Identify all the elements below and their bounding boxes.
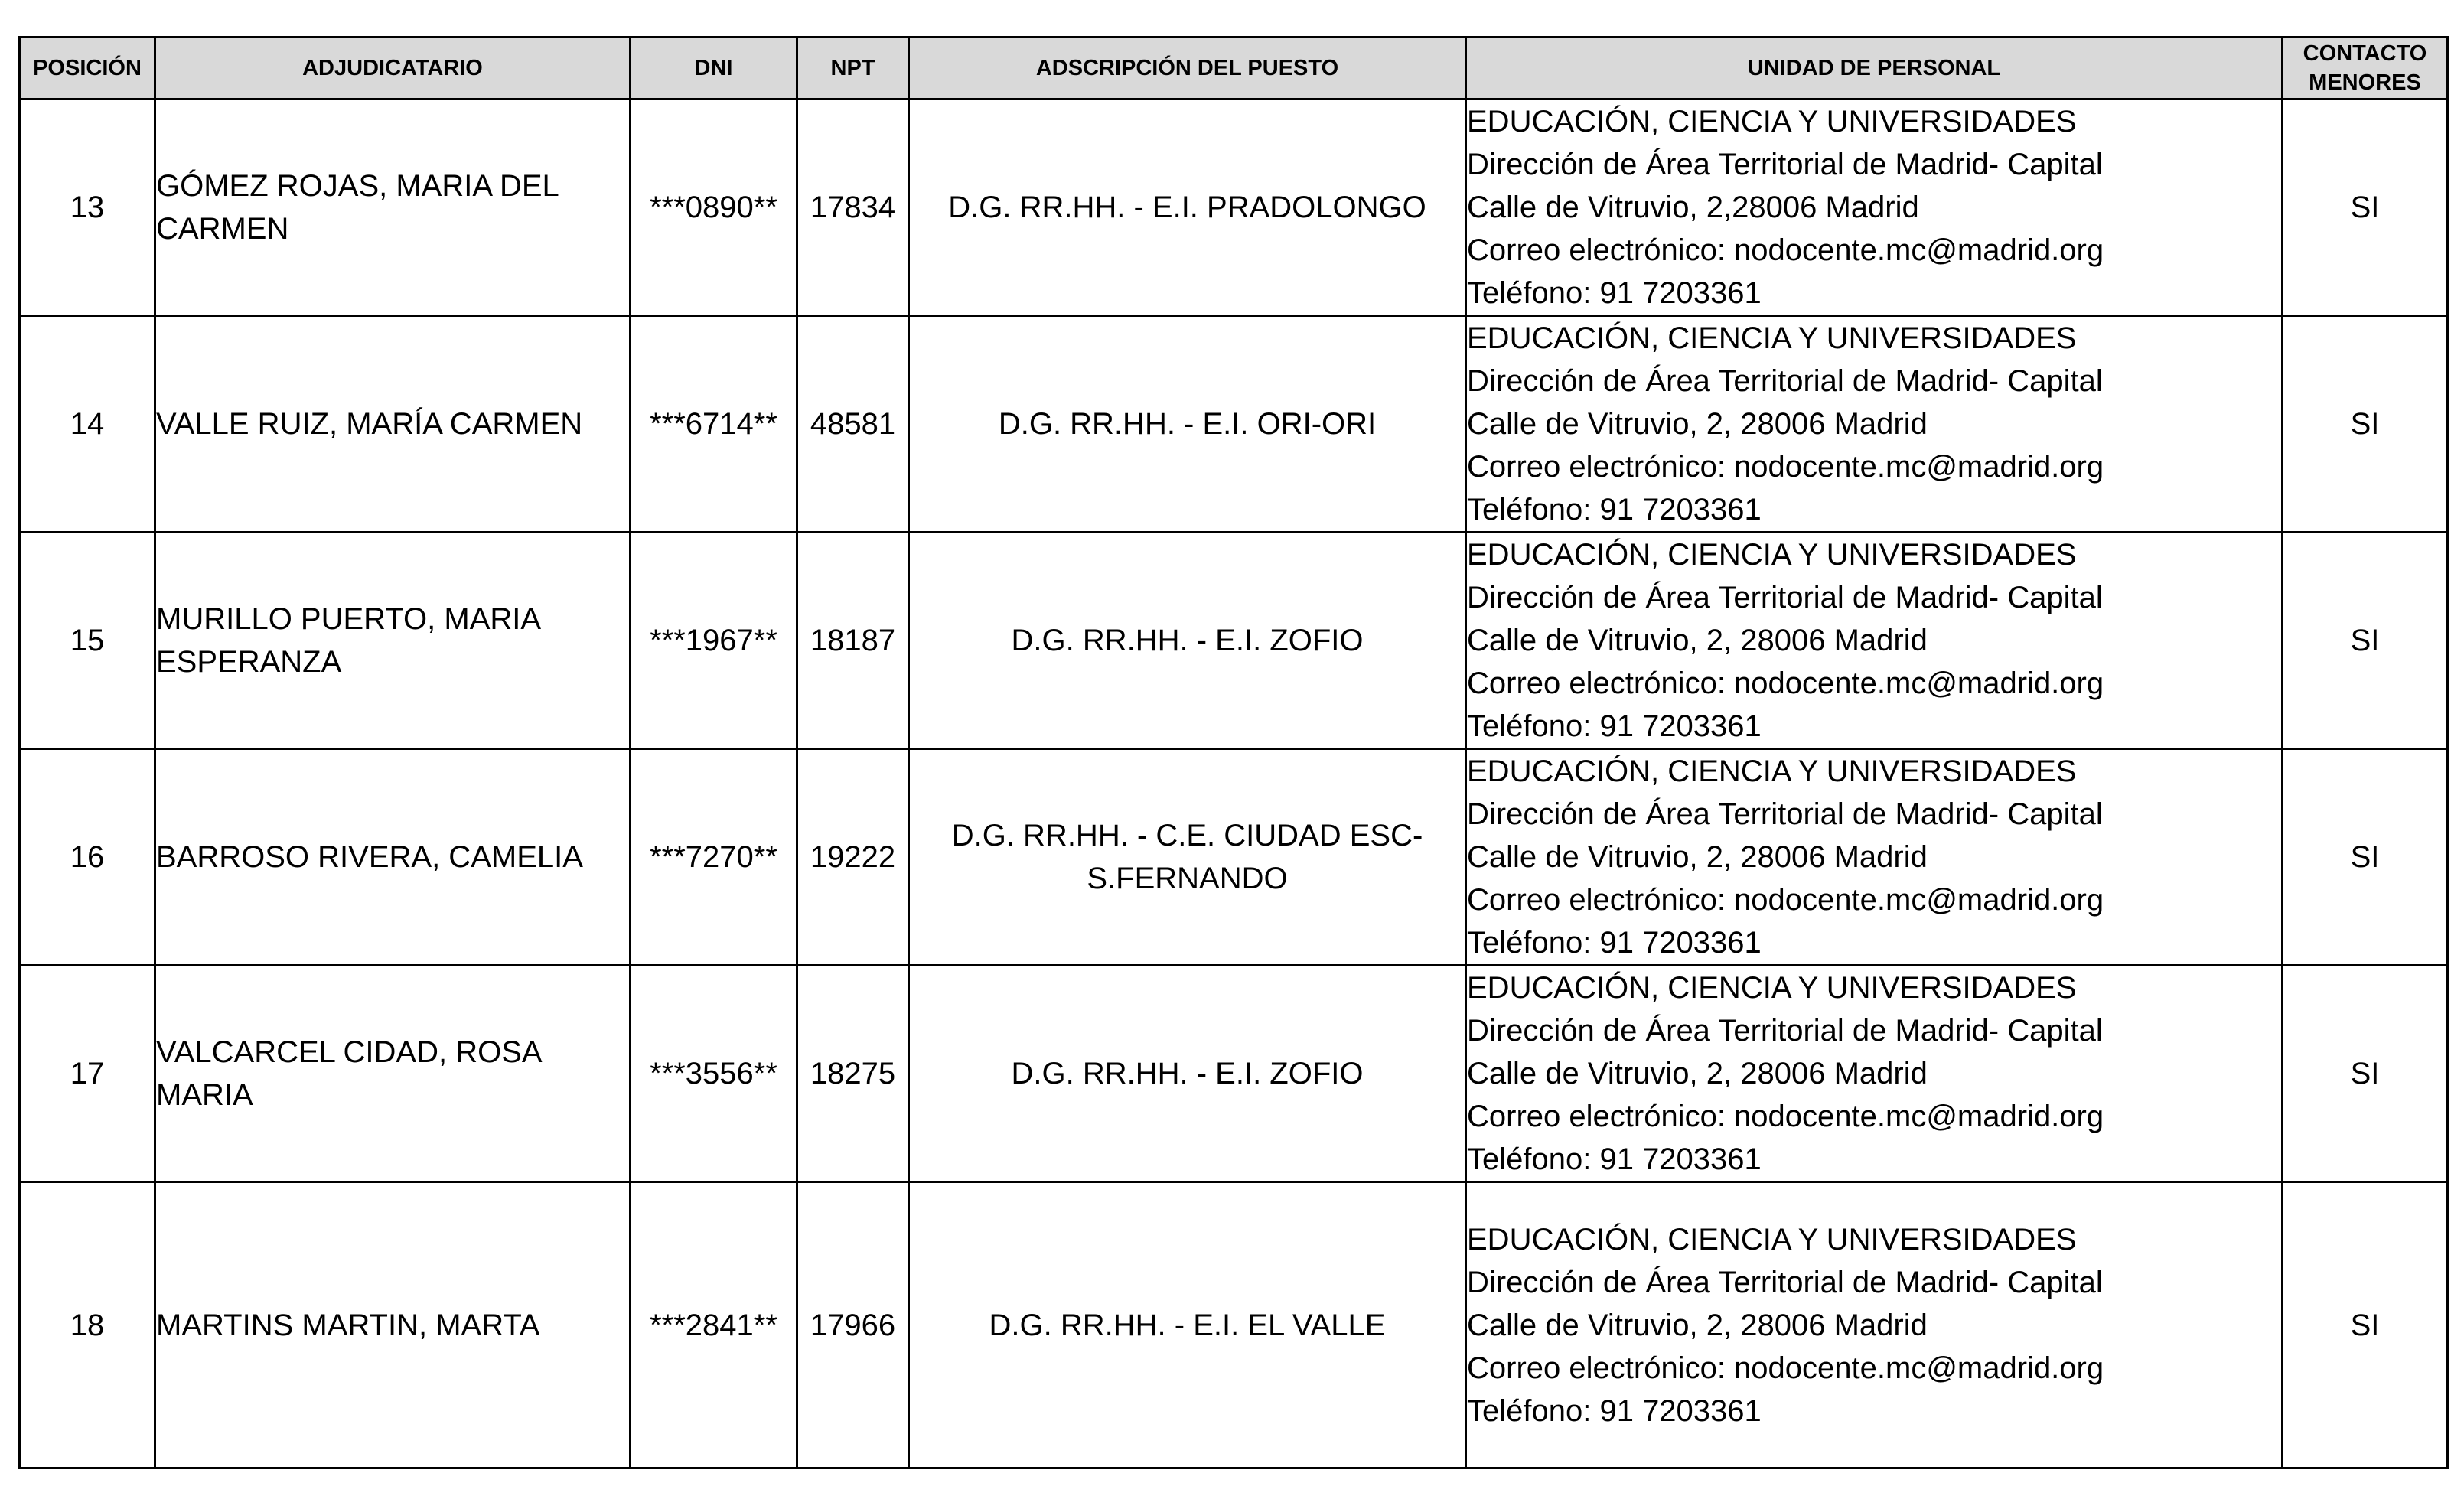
unidad-cell [1466,966,2283,1182]
npt-cell: 17966 [797,1182,909,1468]
adscripcion-line: D.G. RR.HH. - C.E. CIUDAD ESC- [951,819,1423,852]
unidad-line: Calle de Vitruvio, 2, 28006 Madrid [1467,840,1928,874]
posicion-cell: 16 [20,749,155,966]
unidad-line: Teléfono: 91 7203361 [1467,1142,1762,1176]
posicion-cell: 15 [20,533,155,749]
unidad-cell [1466,749,2283,966]
dni-cell: ***6714** [631,316,797,533]
posicion-cell: 17 [20,966,155,1182]
adscripcion-cell [909,749,1466,966]
posicion-cell: 13 [20,99,155,316]
header-contacto-line1: CONTACTO [2303,41,2427,66]
adjudicatario-line: ESPERANZA [156,645,342,679]
table-row [20,1182,2448,1468]
table-row [20,966,2448,1182]
unidad-line: Calle de Vitruvio, 2, 28006 Madrid [1467,407,1928,441]
adjudicatario-line: MARTINS MARTIN, MARTA [156,1308,540,1342]
adscripcion-line: D.G. RR.HH. - E.I. ZOFIO [1011,624,1364,657]
unidad-line: Dirección de Área Territorial de Madrid- Capital [1467,1265,2103,1299]
dni-cell: ***3556** [631,966,797,1182]
unidad-line: Dirección de Área Territorial de Madrid- Capital [1467,148,2103,181]
unidad-line: Dirección de Área Territorial de Madrid- Capital [1467,364,2103,398]
unidad-line: Calle de Vitruvio, 2, 28006 Madrid [1467,1057,1928,1090]
adscripcion-cell [909,966,1466,1182]
adjudicatario-cell [155,533,631,749]
adscripcion-line: D.G. RR.HH. - E.I. ORI-ORI [998,407,1377,441]
header-adscripcion: ADSCRIPCIÓN DEL PUESTO [909,37,1466,99]
dni-cell: ***2841** [631,1182,797,1468]
adjudicatario-cell [155,99,631,316]
table-row [20,533,2448,749]
adscripcion-cell [909,1182,1466,1468]
unidad-line: Teléfono: 91 7203361 [1467,276,1762,310]
table-row [20,316,2448,533]
unidad-line: EDUCACIÓN, CIENCIA Y UNIVERSIDADES [1467,538,2077,572]
adjudicatario-line: MURILLO PUERTO, MARIA [156,602,542,636]
contacto-menores-cell: SI [2283,316,2448,533]
contacto-menores-cell: SI [2283,749,2448,966]
unidad-cell [1466,533,2283,749]
npt-cell: 18187 [797,533,909,749]
unidad-line: Correo electrónico: nodocente.mc@madrid.org [1467,1351,2104,1385]
npt-cell: 18275 [797,966,909,1182]
header-posicion: POSICIÓN [20,37,155,99]
npt-cell: 17834 [797,99,909,316]
adscripcion-cell [909,99,1466,316]
adjudicatario-line: MARIA [156,1078,253,1112]
dni-cell: ***7270** [631,749,797,966]
adjudicatario-line: VALLE RUIZ, MARÍA CARMEN [156,407,583,441]
adjudicatario-line: VALCARCEL CIDAD, ROSA [156,1035,543,1069]
unidad-line: Teléfono: 91 7203361 [1467,926,1762,960]
contacto-menores-cell: SI [2283,99,2448,316]
table-row [20,749,2448,966]
header-unidad: UNIDAD DE PERSONAL [1466,37,2283,99]
header-contacto-line2: MENORES [2309,70,2421,95]
header-dni: DNI [631,37,797,99]
adjudicatario-cell [155,749,631,966]
adscripcion-cell [909,316,1466,533]
header-row [20,37,2448,99]
adscripcion-line: D.G. RR.HH. - E.I. ZOFIO [1011,1057,1364,1090]
contacto-menores-cell: SI [2283,533,2448,749]
adjudicatario-line: BARROSO RIVERA, CAMELIA [156,840,583,874]
unidad-line: Correo electrónico: nodocente.mc@madrid.org [1467,1100,2104,1133]
unidad-line: Correo electrónico: nodocente.mc@madrid.org [1467,450,2104,484]
unidad-line: Calle de Vitruvio, 2,28006 Madrid [1467,191,1919,224]
table-body [20,99,2448,1468]
unidad-cell [1466,1182,2283,1468]
posicion-cell: 18 [20,1182,155,1468]
unidad-line: Teléfono: 91 7203361 [1467,1393,1762,1428]
adjudication-table [18,36,2449,1469]
contacto-menores-cell: SI [2283,966,2448,1182]
contacto-menores-cell: SI [2283,1182,2448,1468]
unidad-line: Dirección de Área Territorial de Madrid- Capital [1467,581,2103,614]
npt-cell: 48581 [797,316,909,533]
npt-cell: 19222 [797,749,909,966]
unidad-line: Calle de Vitruvio, 2, 28006 Madrid [1467,624,1928,657]
unidad-cell [1466,99,2283,316]
adscripcion-line: D.G. RR.HH. - E.I. EL VALLE [989,1308,1386,1342]
dni-cell: ***1967** [631,533,797,749]
unidad-line: Teléfono: 91 7203361 [1467,493,1762,526]
adjudicatario-line: CARMEN [156,212,289,246]
unidad-line: EDUCACIÓN, CIENCIA Y UNIVERSIDADES [1467,105,2077,139]
adscripcion-line: S.FERNANDO [1087,862,1288,895]
unidad-line: Calle de Vitruvio, 2, 28006 Madrid [1467,1308,1928,1342]
unidad-line: EDUCACIÓN, CIENCIA Y UNIVERSIDADES [1467,1222,2077,1256]
adscripcion-cell [909,533,1466,749]
unidad-line: EDUCACIÓN, CIENCIA Y UNIVERSIDADES [1467,754,2077,788]
header-contacto-menores [2283,37,2448,99]
adjudicatario-cell [155,316,631,533]
unidad-line: EDUCACIÓN, CIENCIA Y UNIVERSIDADES [1467,321,2077,355]
unidad-line: EDUCACIÓN, CIENCIA Y UNIVERSIDADES [1467,971,2077,1005]
unidad-line: Correo electrónico: nodocente.mc@madrid.org [1467,233,2104,267]
unidad-line: Correo electrónico: nodocente.mc@madrid.org [1467,667,2104,700]
table-row [20,99,2448,316]
adjudicatario-cell [155,966,631,1182]
header-adjudicatario: ADJUDICATARIO [155,37,631,99]
adjudicatario-line: GÓMEZ ROJAS, MARIA DEL [156,169,559,203]
unidad-line: Dirección de Área Territorial de Madrid- Capital [1467,797,2103,831]
adjudicatario-cell [155,1182,631,1468]
unidad-line: Correo electrónico: nodocente.mc@madrid.org [1467,883,2104,917]
adscripcion-line: D.G. RR.HH. - E.I. PRADOLONGO [948,191,1426,224]
unidad-cell [1466,316,2283,533]
header-npt: NPT [797,37,909,99]
dni-cell: ***0890** [631,99,797,316]
posicion-cell: 14 [20,316,155,533]
unidad-line: Teléfono: 91 7203361 [1467,709,1762,743]
unidad-line: Dirección de Área Territorial de Madrid- Capital [1467,1014,2103,1048]
